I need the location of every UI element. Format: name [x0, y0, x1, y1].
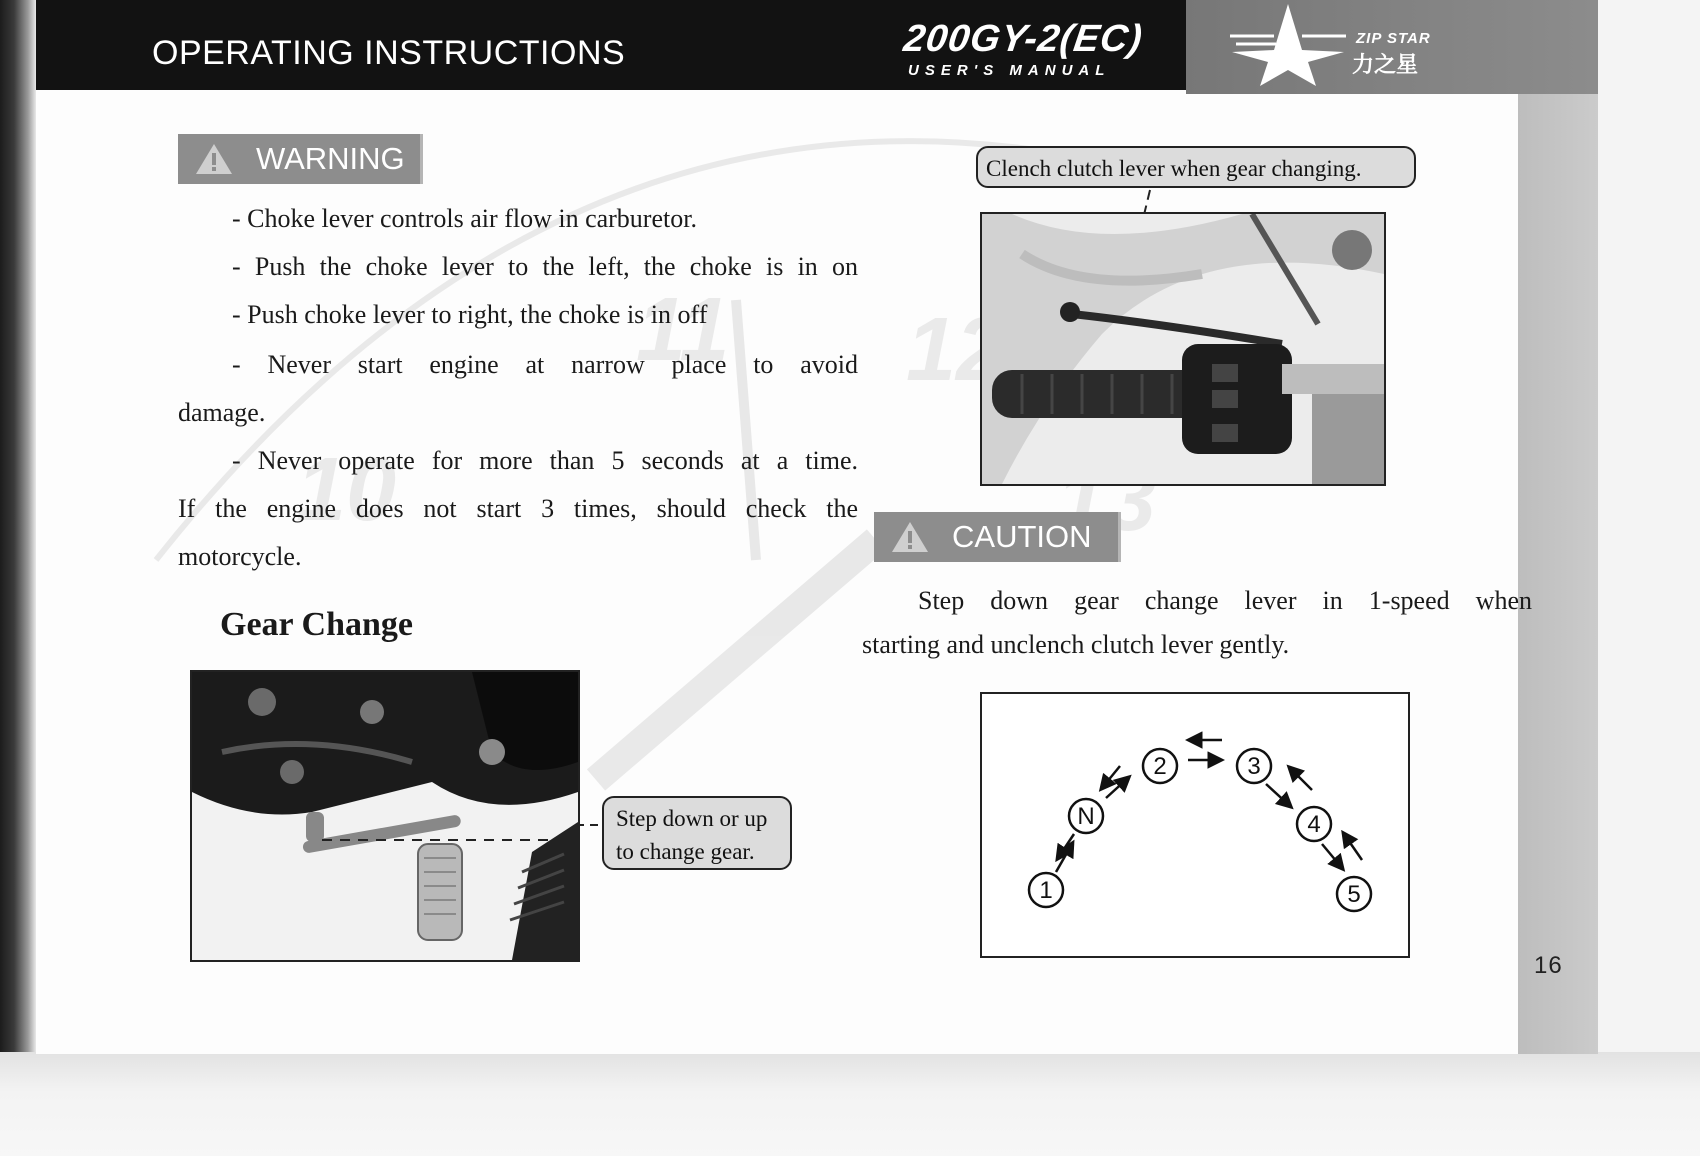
scan-bottom-margin	[0, 1052, 1700, 1156]
section-title: OPERATING INSTRUCTIONS	[152, 34, 626, 72]
caution-label: CAUTION	[952, 519, 1092, 554]
gear-label: N	[1077, 803, 1095, 830]
svg-text:13: 13	[1056, 450, 1157, 550]
scan-right-margin	[1598, 0, 1700, 1156]
warning-line: - Push the choke lever to the left, the choke is in on	[232, 252, 858, 281]
caution-badge	[874, 512, 1121, 562]
warning-triangle-icon	[194, 142, 234, 176]
gear-change-heading: Gear Change	[220, 606, 413, 643]
star-logo-icon	[1228, 2, 1348, 88]
warning-line: motorcycle.	[178, 542, 302, 571]
manual-page	[36, 0, 1598, 1054]
gear-label: 3	[1247, 753, 1261, 780]
scan-left-edge	[0, 0, 36, 1156]
warning-line: damage.	[178, 398, 266, 427]
model-name: 200GY-2(EC)	[901, 18, 1146, 60]
page-number: 16	[1534, 952, 1563, 979]
warning-line: If the engine does not start 3 times, should check the	[178, 494, 858, 523]
brand-name-english: ZIP STAR	[1356, 30, 1431, 47]
page-header	[36, 0, 1186, 90]
callout-line: Step down or up	[616, 806, 768, 831]
callout-leader	[576, 822, 604, 828]
gear-label: 5	[1347, 881, 1361, 908]
brand-logo	[1186, 0, 1598, 94]
warning-line: - Choke lever controls air flow in carburetor.	[232, 204, 697, 233]
warning-line: - Push choke lever to right, the choke is in off	[232, 300, 708, 329]
clutch-callout: Clench clutch lever when gear changing.	[976, 146, 1416, 188]
manual-label: USER'S MANUAL	[908, 62, 1111, 79]
svg-text:12: 12	[906, 300, 1007, 400]
warning-badge	[178, 134, 423, 184]
warning-triangle-icon	[890, 520, 930, 554]
brand-name-chinese: 力之星	[1352, 53, 1419, 78]
gear-label: 4	[1307, 811, 1321, 838]
gear-pedal-photo	[190, 670, 580, 962]
gear-change-callout	[602, 796, 792, 870]
warning-label: WARNING	[256, 141, 405, 176]
side-band	[1518, 94, 1598, 1054]
handlebar-illustration	[982, 214, 1384, 484]
gear-pedal-illustration	[192, 672, 578, 960]
gear-label: 2	[1153, 753, 1167, 780]
warning-line: - Never operate for more than 5 seconds at a time.	[232, 446, 858, 475]
warning-line: - Never start engine at narrow place to avoid	[232, 350, 858, 379]
svg-text:10: 10	[296, 440, 397, 540]
gear-shift-pattern-diagram	[980, 692, 1410, 958]
handlebar-photo	[980, 212, 1386, 486]
gear-label: 1	[1039, 877, 1053, 904]
shift-pattern-svg	[982, 694, 1408, 956]
caution-line: Step down gear change lever in 1-speed when	[918, 586, 1532, 615]
callout-line: to change gear.	[616, 839, 755, 864]
svg-text:11: 11	[636, 280, 730, 380]
caution-line: starting and unclench clutch lever gently.	[862, 630, 1290, 659]
